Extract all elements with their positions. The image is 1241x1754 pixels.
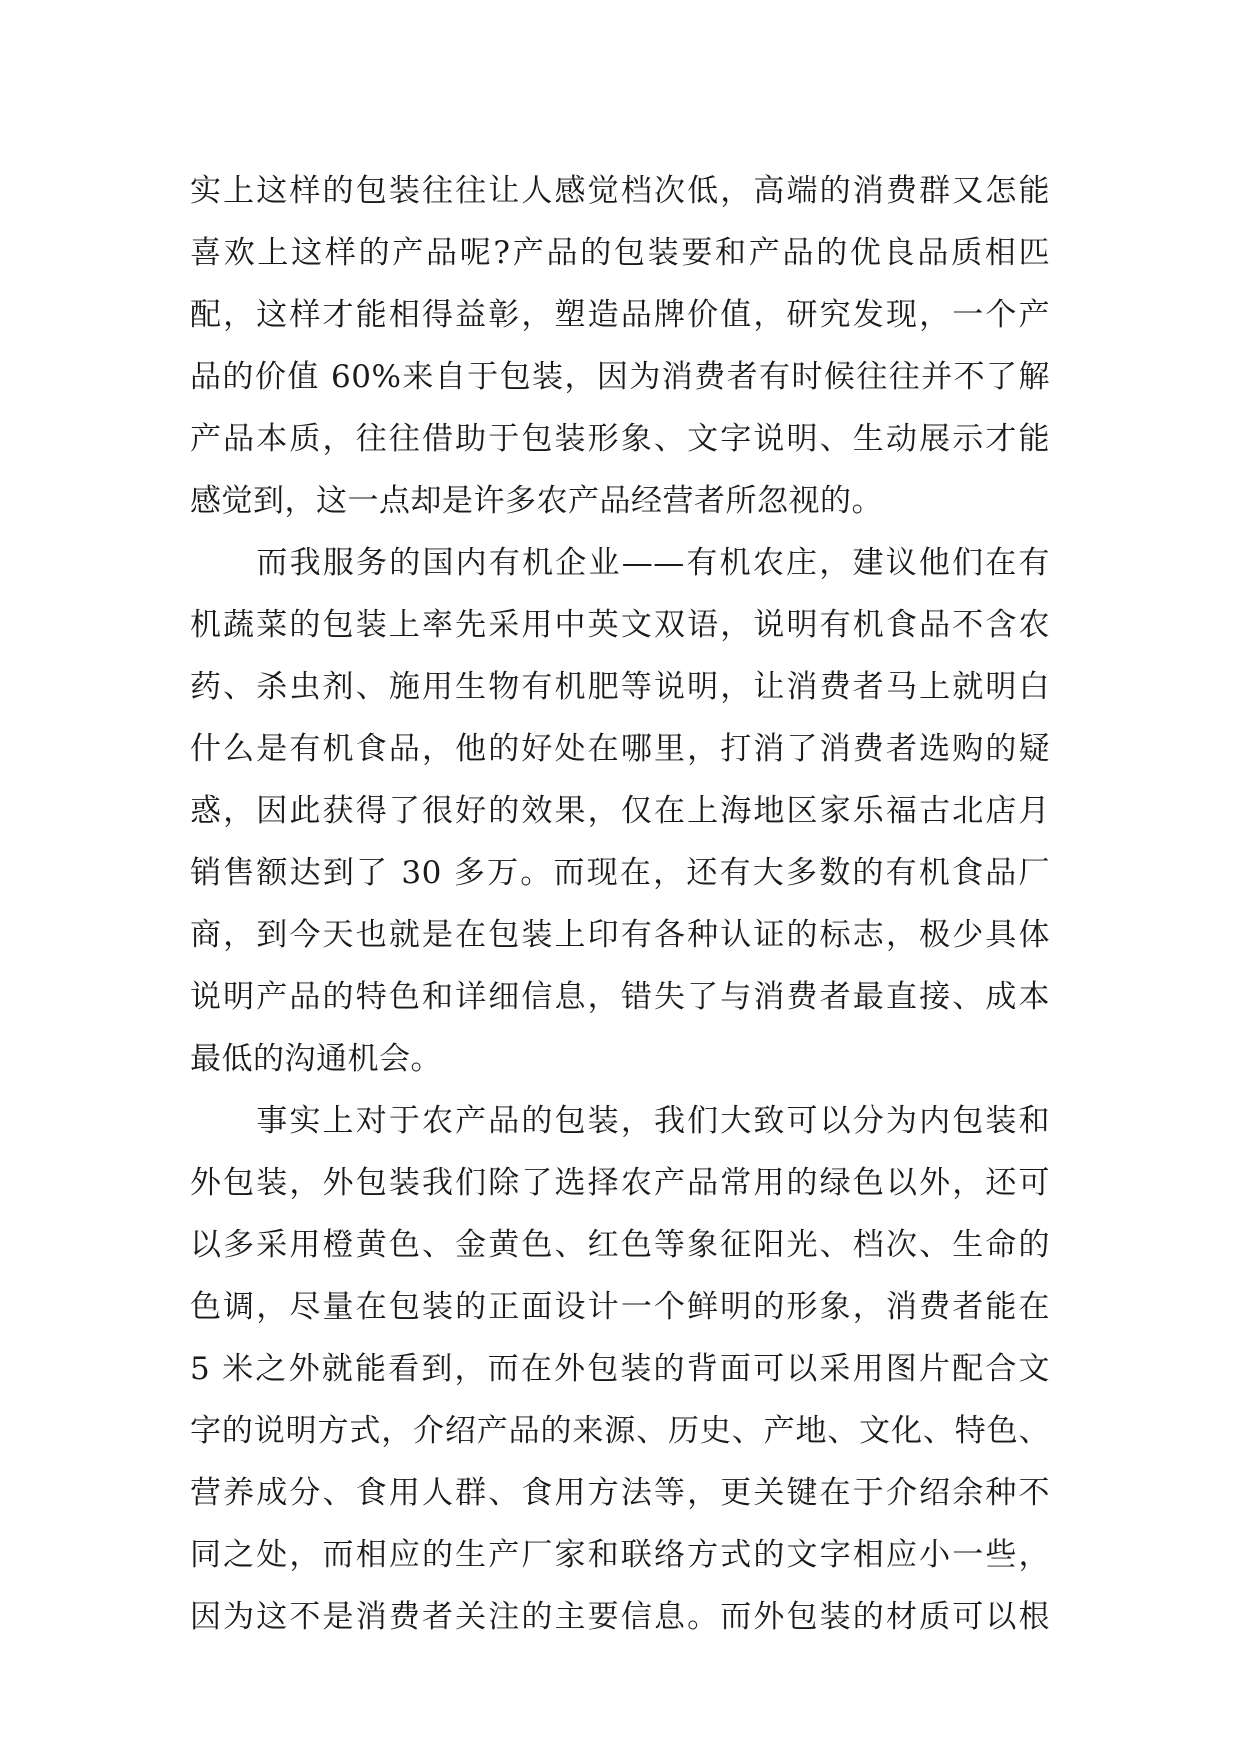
text-line: 产品本质，往往借助于包装形象、文字说明、生动展示才能: [190, 421, 1050, 457]
text-line: 因为这不是消费者关注的主要信息。而外包装的材质可以根: [190, 1599, 1050, 1635]
body-text: [190, 160, 1050, 1648]
text-line: 什么是有机食品，他的好处在哪里，打消了消费者选购的疑: [190, 731, 1050, 767]
text-line: 色调，尽量在包装的正面设计一个鲜明的形象，消费者能在: [190, 1289, 1050, 1325]
text-line: 5 米之外就能看到，而在外包装的背面可以采用图片配合文: [190, 1351, 1050, 1387]
text-line: 喜欢上这样的产品呢?产品的包装要和产品的优良品质相匹: [190, 235, 1050, 271]
text-line: 实上这样的包装往往让人感觉档次低，高端的消费群又怎能: [190, 173, 1050, 209]
text-line: 字的说明方式，介绍产品的来源、历史、产地、文化、特色、: [190, 1413, 1050, 1449]
text-line: 事实上对于农产品的包装，我们大致可以分为内包装和: [190, 1103, 1050, 1139]
text-line: 最低的沟通机会。: [190, 1041, 442, 1077]
text-line: 营养成分、食用人群、食用方法等，更关键在于介绍余种不: [190, 1475, 1050, 1511]
text-line: 而我服务的国内有机企业——有机农庄，建议他们在有: [190, 545, 1050, 581]
text-line: 品的价值 60%来自于包装，因为消费者有时候往往并不了解: [190, 359, 1050, 395]
text-line: 说明产品的特色和详细信息，错失了与消费者最直接、成本: [190, 979, 1050, 1015]
text-line: 外包装，外包装我们除了选择农产品常用的绿色以外，还可: [190, 1165, 1050, 1201]
text-line: 惑，因此获得了很好的效果，仅在上海地区家乐福古北店月: [190, 793, 1050, 829]
text-line: 感觉到，这一点却是许多农产品经营者所忽视的。: [190, 483, 883, 519]
text-line: 药、杀虫剂、施用生物有机肥等说明，让消费者马上就明白: [190, 669, 1050, 705]
text-line: 机蔬菜的包装上率先采用中英文双语，说明有机食品不含农: [190, 607, 1050, 643]
text-line: 配，这样才能相得益彰，塑造品牌价值，研究发现，一个产: [190, 297, 1050, 333]
text-line: 以多采用橙黄色、金黄色、红色等象征阳光、档次、生命的: [190, 1227, 1050, 1263]
text-line: 销售额达到了 30 多万。而现在，还有大多数的有机食品厂: [190, 855, 1050, 891]
text-line: 商，到今天也就是在包装上印有各种认证的标志，极少具体: [190, 917, 1050, 953]
text-line: 同之处，而相应的生产厂家和联络方式的文字相应小一些，: [190, 1537, 1050, 1573]
